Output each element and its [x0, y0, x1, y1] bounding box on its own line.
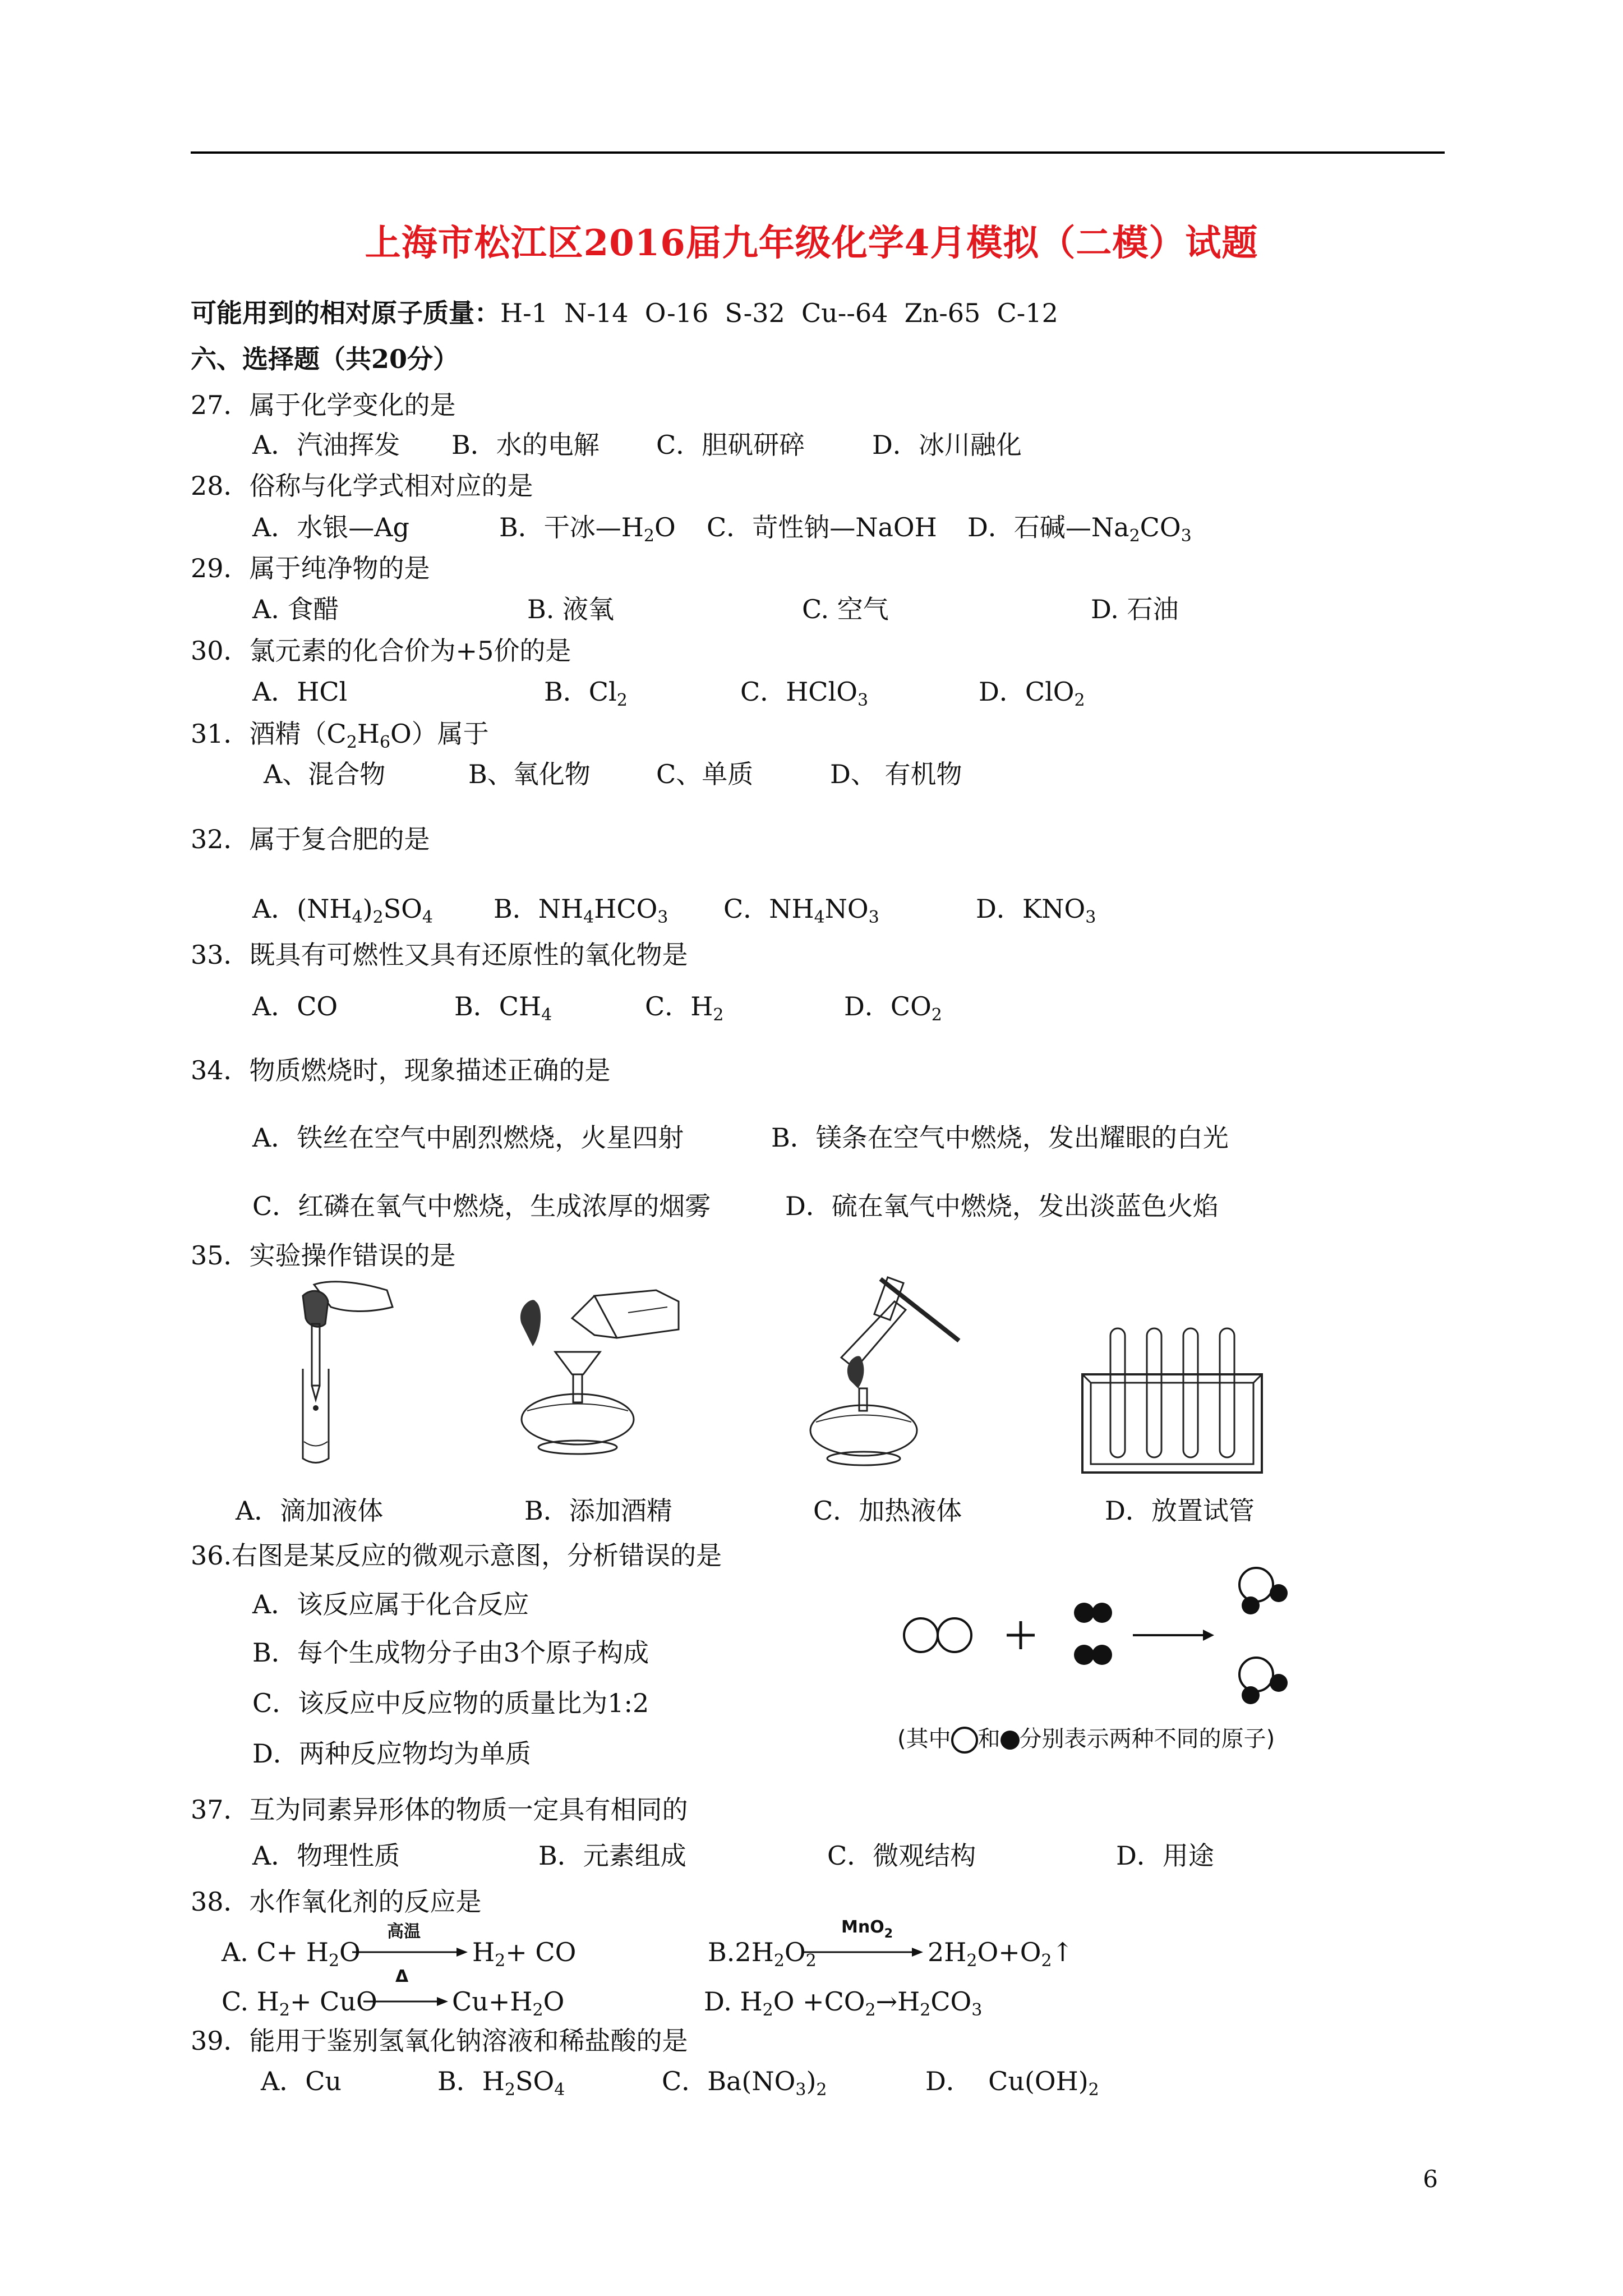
option-a: A、混合物 — [264, 759, 386, 789]
reaction-caption: (其中 和 分别表示两种不同的原子) — [897, 1721, 1275, 1754]
atomic-mass-values: H-1 N-14 O-16 S-32 Cu--64 Zn-65 C-12 — [500, 298, 1058, 328]
option-b: B．干冰$—H_2O$ — [499, 512, 676, 546]
option-b: B．镁条在空气中燃烧，发出耀眼的白光 — [771, 1122, 1229, 1153]
arrow-icon — [802, 1945, 925, 1959]
option-c: C．$H_2$ — [645, 991, 724, 1025]
option-a: A. 食醋 — [252, 594, 339, 624]
question-stem: 34．物质燃烧时，现象描述正确的是 — [191, 1055, 611, 1085]
option-a-products: $H_2+$ CO — [472, 1937, 577, 1971]
option-d: D．硫在氧气中燃烧，发出淡蓝色火焰 — [785, 1191, 1219, 1221]
dropper-illustration — [280, 1273, 409, 1470]
option-d: D．ClO$_2$ — [979, 677, 1085, 710]
option-c: C．该反应中反应物的质量比为1:2 — [252, 1688, 649, 1718]
option-c: C．微观结构 — [827, 1841, 976, 1871]
option-c: C．加热液体 — [813, 1496, 962, 1526]
black-atom-icon — [1000, 1731, 1020, 1750]
test-tube-rack-illustration — [1077, 1324, 1267, 1475]
option-d: D．$CO_2$ — [844, 991, 942, 1025]
option-a: A．物理性质 — [252, 1841, 400, 1871]
option-d: D．两种反应物均为单质 — [252, 1738, 531, 1769]
option-b: B．每个生成物分子由3个原子构成 — [252, 1637, 649, 1668]
option-b: $B.2H_2O_2$ — [708, 1937, 817, 1971]
option-d: D． $Cu(OH)_2$ — [925, 2066, 1099, 2100]
question-stem: 30．氯元素的化合价为+5价的是 — [191, 636, 571, 666]
reaction-diagram — [897, 1559, 1301, 1705]
option-a: A．CO — [252, 991, 338, 1022]
header-rule — [191, 151, 1445, 154]
option-a: A．铁丝在空气中剧烈燃烧，火星四射 — [252, 1122, 684, 1153]
white-atom-icon — [951, 1727, 978, 1754]
question-stem: 39．能用于鉴别氢氧化钠溶液和稀盐酸的是 — [191, 2026, 688, 2056]
option-b: B．$Cl_2$ — [544, 677, 628, 710]
question-stem: 32．属于复合肥的是 — [191, 824, 430, 854]
option-c: C．胆矾研碎 — [656, 430, 805, 460]
question-stem: 28．俗称与化学式相对应的是 — [191, 471, 533, 501]
option-c: C．苛性钠—NaOH — [707, 512, 937, 542]
question-stem: 29．属于纯净物的是 — [191, 553, 430, 583]
option-d: D、 有机物 — [830, 759, 962, 789]
question-stem: 38．水作氧化剂的反应是 — [191, 1887, 482, 1917]
option-d: D. $H_2O +CO_2\to H_2CO_3$ — [704, 1986, 983, 2020]
option-d: D．用途 — [1116, 1841, 1214, 1871]
option-c: C、单质 — [656, 759, 754, 789]
question-stem: 33．既具有可燃性又具有还原性的氧化物是 — [191, 940, 688, 970]
option-a: A．Cu — [261, 2066, 342, 2096]
heat-label: Δ — [395, 1967, 409, 1986]
arrow-icon — [352, 1945, 470, 1959]
option-d: D．放置试管 — [1105, 1496, 1255, 1526]
option-d: D．石碱$—Na_2CO_3$ — [967, 512, 1192, 546]
section-heading: 六、选择题（共20分） — [191, 344, 459, 374]
option-b: B．水的电解 — [451, 430, 600, 460]
option-b: B. 液氧 — [527, 594, 615, 624]
option-b-products: $2H_2O+O_2↑$ — [928, 1937, 1074, 1971]
option-c: C．$NH_4NO_3$ — [723, 894, 879, 927]
page-title: 上海市松江区2016届九年级化学4月模拟（二模）试题 — [365, 222, 1258, 264]
alcohol-lamp-refill-illustration — [510, 1285, 695, 1458]
arrow-icon — [363, 1995, 450, 2008]
option-a: A．水银—Ag — [252, 512, 409, 542]
option-c: C. $H_2+$ CuO — [222, 1986, 377, 2020]
option-a: A．汽油挥发 — [252, 430, 400, 460]
option-b: B．添加酒精 — [524, 1496, 672, 1526]
atomic-mass-label: 可能用到的相对原子质量： — [191, 298, 500, 328]
option-a: A．该反应属于化合反应 — [252, 1589, 529, 1619]
option-d: D．冰川融化 — [872, 430, 1022, 460]
atomic-mass-line — [191, 297, 1058, 329]
heating-liquid-illustration — [796, 1268, 976, 1475]
option-b: B．$NH_4HCO_3$ — [494, 894, 668, 927]
page-number: 6 — [1423, 2165, 1438, 2193]
question-stem: 31．酒精$(C_2H_6O)$属于 — [191, 719, 489, 752]
condition-label: 高温 — [387, 1922, 421, 1941]
option-b: B．$H_2SO_4$ — [437, 2066, 565, 2100]
option-d: D. 石油 — [1091, 594, 1179, 624]
question-stem: 27．属于化学变化的是 — [191, 390, 456, 420]
question-stem: 36.右图是某反应的微观示意图，分析错误的是 — [191, 1540, 722, 1571]
option-a: A. $C+ H_2O$ — [222, 1937, 361, 1971]
option-a: A．HCl — [252, 677, 348, 707]
option-a: A．滴加液体 — [236, 1496, 384, 1526]
option-d: D．$KNO_3$ — [976, 894, 1096, 927]
option-c: C．$Ba(NO_3)_2$ — [662, 2066, 827, 2100]
option-c-products: $Cu+H_2O$ — [452, 1986, 565, 2020]
question-stem: 37．互为同素异形体的物质一定具有相同的 — [191, 1795, 688, 1825]
option-a: A．$(NH_4)_2SO_4$ — [252, 894, 433, 927]
option-b: B、氧化物 — [468, 759, 591, 789]
catalyst-label: MnO$_2$ — [841, 1917, 893, 1941]
option-c: C．HClO$_3$ — [740, 677, 869, 710]
option-b: B．$CH_4$ — [454, 991, 552, 1025]
option-c: C. 空气 — [802, 594, 889, 624]
question-stem: 35．实验操作错误的是 — [191, 1240, 456, 1271]
option-b: B．元素组成 — [538, 1841, 686, 1871]
option-c: C．红磷在氧气中燃烧，生成浓厚的烟雾 — [252, 1191, 711, 1221]
